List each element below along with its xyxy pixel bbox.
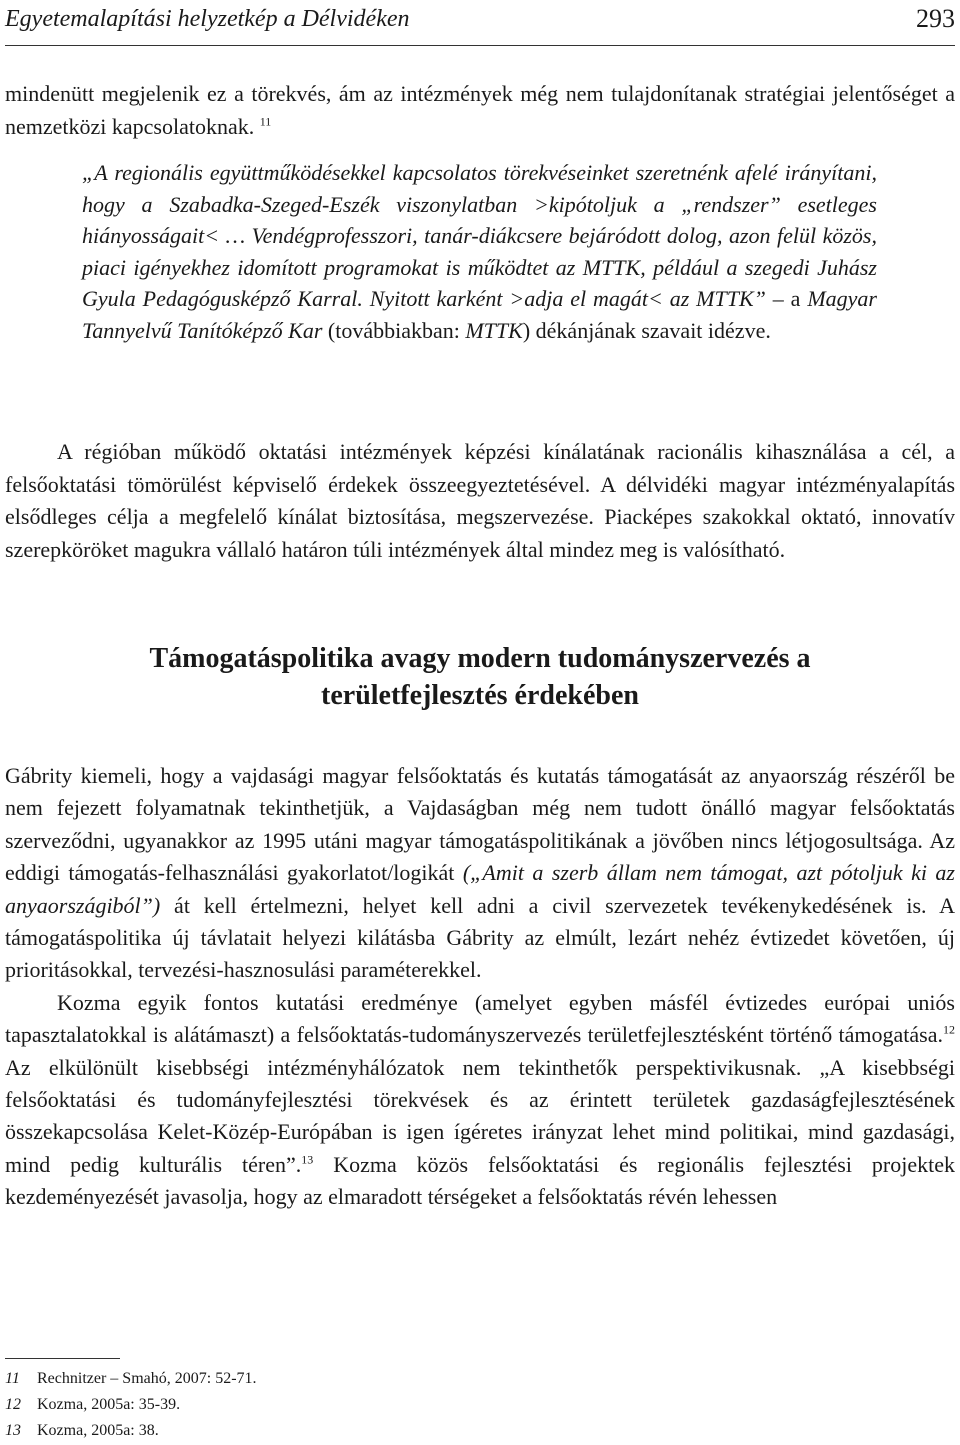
footnote-12 — [5, 1392, 955, 1418]
paragraph-kozma: Kozma egyik fontos kutatási eredménye (amelyet egyben másfél évtizedes európai uniós tapasztalatokkal is alátámaszt) a felsőoktatás-tudományszervezés területfejlesztésként történő támogatása.$^{12}$ Az elkülönült kisebbségi intézményhálózatok nem tekinthetők perspektivikusnak. „A kisebbségi felsőoktatási és tudományfejlesztési törekvések és az érintett területek gazdaságfejlesztésének összekapcsolása Kelet-Közép-Európában is igen ígéretes irányzat lehet mind politikai, mind gazdasági, mind pedig kulturális téren”.$^{13}$ Kozma közös felsőoktatási és regionális fejlesztési projektek kezdeményezését javasolja, hogy az elmaradott térségeket a felsőoktatás révén lehessen — [5, 989, 956, 1210]
section-body — [5, 760, 955, 1214]
inline-quote: („Amit a szerb állam nem támogat, azt pótoljuk ki az anyaországiból”) — [5, 860, 955, 918]
footnote-text: Kozma, 2005a: 35-39. — [37, 1396, 181, 1413]
quote-text: „A regionális együttműködésekkel kapcsolatos törekvéseinket szeretnénk afelé irányítani, hogy a Szabadka-Szeged-Eszék viszonylatban >kipótoljuk a „rendszer” esetleges hiányosságait< … Vendégprofesszori, tanár-diákcsere bejáródott dolog, azon felül közös, piaci igényekhez idomított programokat is működtet az MTTK, például a szegedi Juhász Gyula Pedagógusképző Karral. Nyitott karként >adja el magát< az MTTK” — [82, 160, 877, 311]
section-heading: Támogatáspolitika avagy modern tudományszervezés a területfejlesztés érdekében — [149, 643, 811, 711]
paragraph-region: A régióban működő oktatási intézmények képzési kínálatának racionális kihasználása a cél, a felsőoktatási tömörülést képviselő érdekek összeegyeztetésével. A délvidéki magyar intézményalapítás elsődleges célja a megfelelő kínálat biztosítása, megszervezése. Piacképes szakokkal oktató, innovatív szerepköröket magukra vállaló határon túli intézmények által mindez meg is valósítható. — [5, 439, 955, 562]
footnote-ref-12[interactable]: 12 — [943, 1022, 955, 1037]
footnote-text: Kozma, 2005a: 38. — [37, 1422, 159, 1439]
footnote-ref-11[interactable]: 11 — [259, 114, 272, 129]
footnote-11 — [5, 1366, 955, 1392]
footnote-number: 12 — [5, 1396, 21, 1413]
intro-paragraph — [5, 77, 955, 143]
footnote-text: Rechnitzer – Smahó, 2007: 52-71. — [37, 1370, 257, 1387]
footnotes — [5, 1366, 955, 1444]
running-title: Egyetemalapítási helyzetkép a Délvidéken — [5, 6, 410, 32]
footnote-rule — [5, 1358, 120, 1359]
paragraph-gabrity: Gábrity kiemeli, hogy a vajdasági magyar felsőoktatás és kutatás támogatását az anyaország részéről be nem fejezett folyamatnak tekinthetjük, a Vajdaságban még nem tudott önálló magyar felsőoktatás szerveződni, ugyanakkor az 1995 utáni magyar támogatáspolitikának a jövőben nincs létjogosultsága. Az eddigi támogatás-felhasználási gyakorlatot/logikát („Amit a szerb állam nem támogat, azt pótoljuk ki az anyaországiból”) át kell értelmezni, helyet kell adni a civil szervezetek tevékenykedésének is. A támogatáspolitika új távlatait helyezi kilátásba Gábrity az elmúlt, lezárt nehéz évtizedet követően, új prioritásokkal, tervezési-hasznosulási paraméterekkel. — [5, 763, 955, 983]
header-rule — [5, 45, 955, 46]
document-page — [5, 0, 955, 1445]
intro-text: mindenütt megjelenik ez a törekvés, ám az intézmények még nem tulajdonítanak stratégiai jelentőséget a nemzetközi kapcsolatoknak. — [5, 81, 955, 139]
block-quote — [82, 157, 877, 346]
quote-faculty-name: Magyar Tannyelvű Tanítóképző Kar — [82, 286, 877, 343]
running-header — [5, 2, 955, 36]
quote-abbrev-intro: (továbbiakban: — [322, 317, 466, 343]
page-number: 293 — [916, 4, 955, 33]
footnote-13 — [5, 1418, 955, 1444]
footnote-number: 13 — [5, 1422, 21, 1439]
footnote-number: 11 — [5, 1370, 20, 1387]
quote-connector: – a — [765, 286, 808, 311]
quote-abbrev: MTTK — [465, 317, 523, 343]
quote-attribution: ) dékánjának szavait idézve. — [522, 317, 771, 343]
footnote-ref-13[interactable]: 13 — [301, 1152, 314, 1167]
